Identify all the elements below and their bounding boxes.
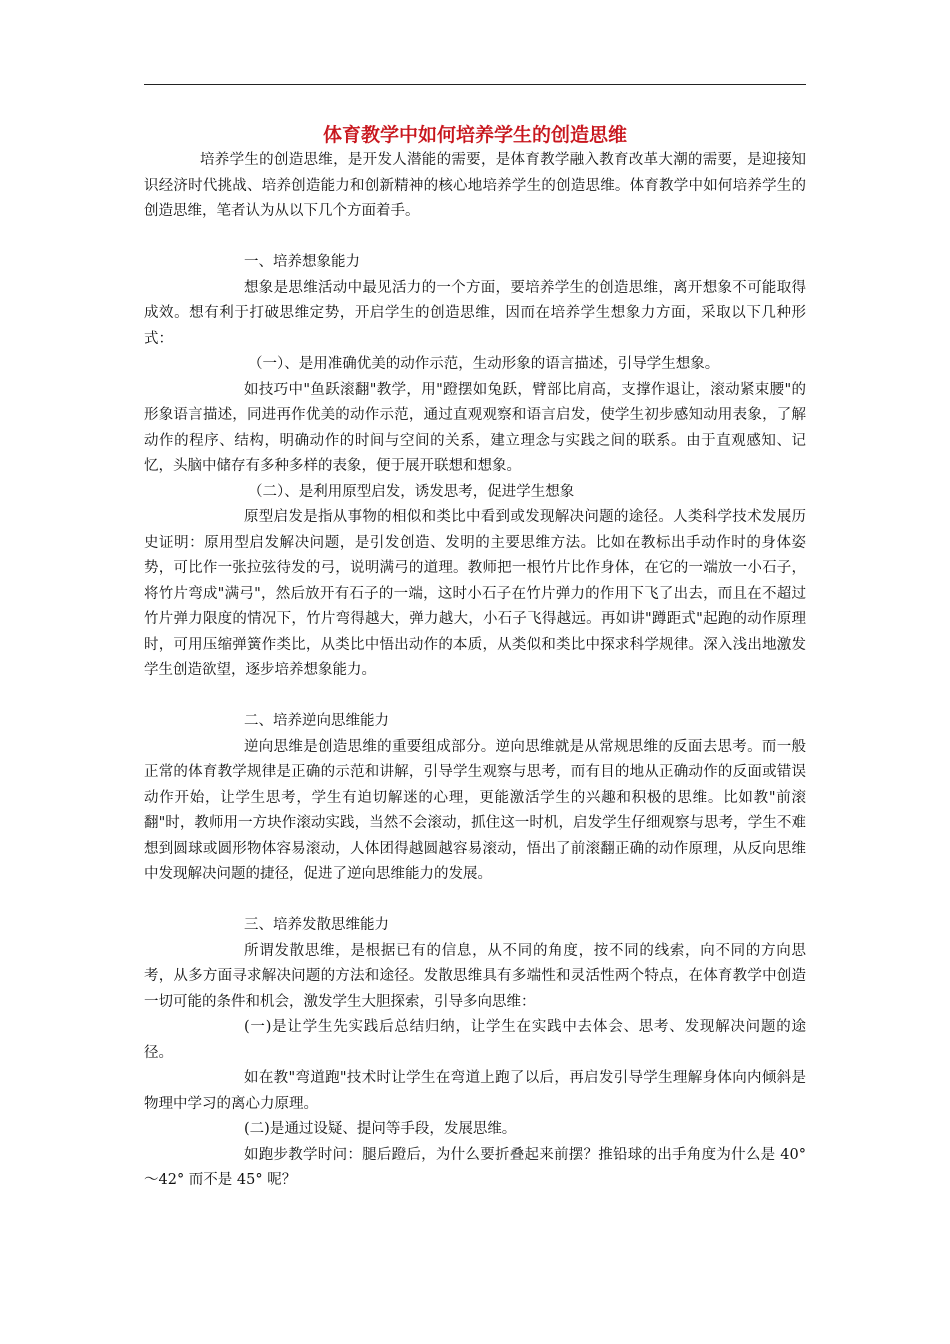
document-body [144,122,806,1194]
section-3-paragraph-2: (一)是让学生先实践后总结归纳，让学生在实践中去体会、思考、发现解决问题的途径。 [144,1019,806,1061]
section-3-paragraph-3: 如在教"弯道跑"技术时让学生在弯道上跑了以后，再启发引导学生理解身体向内倾斜是物理中学习的离心力原理。 [144,1070,806,1112]
section-1-subheading-1: （一）、是用准确优美的动作示范，生动形象的语言描述，引导学生想象。 [248,356,720,372]
spacer [144,888,806,914]
section-1-paragraph-2: 如技巧中"鱼跃滚翻"教学，用"蹬摆如兔跃，臂部比肩高，支撑作退让，滚动紧束腰"的形象语言描述，同进再作优美的动作示范，通过直观观察和语言启发，使学生初步感知动用表象，了解动作的程序、结构，明确动作的时间与空间的关系，建立理念与实践之间的联系。由于直观感知、记忆，头脑中储存有多种多样的表象，便于展开联想和想象。 [144,381,806,474]
header-rule [144,84,806,85]
spacer [144,225,806,251]
spacer [144,684,806,710]
intro-paragraph: 培养学生的创造思维，是开发人潜能的需要，是体育教学融入教育改革大潮的需要，是迎接知识经济时代挑战、培养创造能力和创新精神的核心地培养学生的创造思维。体育教学中如何培养学生的创造思维，笔者认为从以下几个方面着手。 [144,152,806,219]
section-1-subheading-2: （二）、是利用原型启发，诱发思考，促进学生想象 [248,483,575,500]
section-heading-3: 三、培养发散思维能力 [244,917,389,933]
section-1-paragraph-1: 想象是思维活动中最见活力的一个方面，要培养学生的创造思维，离开想象不可能取得成效。想有利于打破思维定势，开启学生的创造思维，因而在培养学生想象力方面，采取以下几种形式： [144,279,806,347]
section-heading-2: 二、培养逆向思维能力 [244,713,389,729]
section-1-paragraph-3: 原型启发是指从事物的相似和类比中看到或发现解决问题的途径。人类科学技术发展历史证明：原用型启发解决问题，是引发创造、发明的主要思维方法。比如在教标出手动作时的身体姿势，可比作一张拉弦待发的弓，说明满弓的道理。教师把一根竹片比作身体，在它的一端放一小石子，将竹片弯成"满弓"，然后放开有石子的一端，这时小石子在竹片弹力的作用下飞了出去，而且在不超过竹片弹力限度的情况下，竹片弯得越大，弹力越大，小石子飞得越远。再如讲"蹲距式"起跑的动作原理时，可用压缩弹簧作类比，从类比中悟出动作的本质，从类似和类比中探求科学规律。深入浅出地激发学生创造欲望，逐步培养想象能力。 [144,509,806,678]
section-3-paragraph-4: (二)是通过设疑、提问等手段，发展思维。 [244,1121,517,1137]
section-heading-1: 一、培养想象能力 [244,254,360,270]
section-3-paragraph-1: 所谓发散思维，是根据已有的信息，从不同的角度，按不同的线索，向不同的方向思考，从多方面寻求解决问题的方法和途径。发散思维具有多端性和灵活性两个特点，在体育教学中创造一切可能的条件和机会，激发学生大胆探索，引导多向思维： [144,942,806,1010]
section-2-paragraph-1: 逆向思维是创造思维的重要组成部分。逆向思维就是从常规思维的反面去思考。而一般正常的体育教学规律是正确的示范和讲解，引导学生观察与思考，而有目的地从正确动作的反面或错误动作开始，让学生思考，学生有迫切解迷的心理，更能激活学生的兴趣和积极的思维。比如教"前滚翻"时，教师用一方块作滚动实践，当然不会滚动，抓住这一时机，启发学生仔细观察与思考，学生不难想到圆球或圆形物体容易滚动，人体团得越圆越容易滚动，悟出了前滚翻正确的动作原理，从反向思维中发现解决问题的捷径，促进了逆向思维能力的发展。 [144,738,806,882]
section-3-paragraph-5: 如跑步教学时问：腿后蹬后，为什么要折叠起来前摆？推铅球的出手角度为什么是 40°～42° 而不是 45° 呢？ [144,1146,806,1188]
document-title: 体育教学中如何培养学生的创造思维 [322,124,627,146]
